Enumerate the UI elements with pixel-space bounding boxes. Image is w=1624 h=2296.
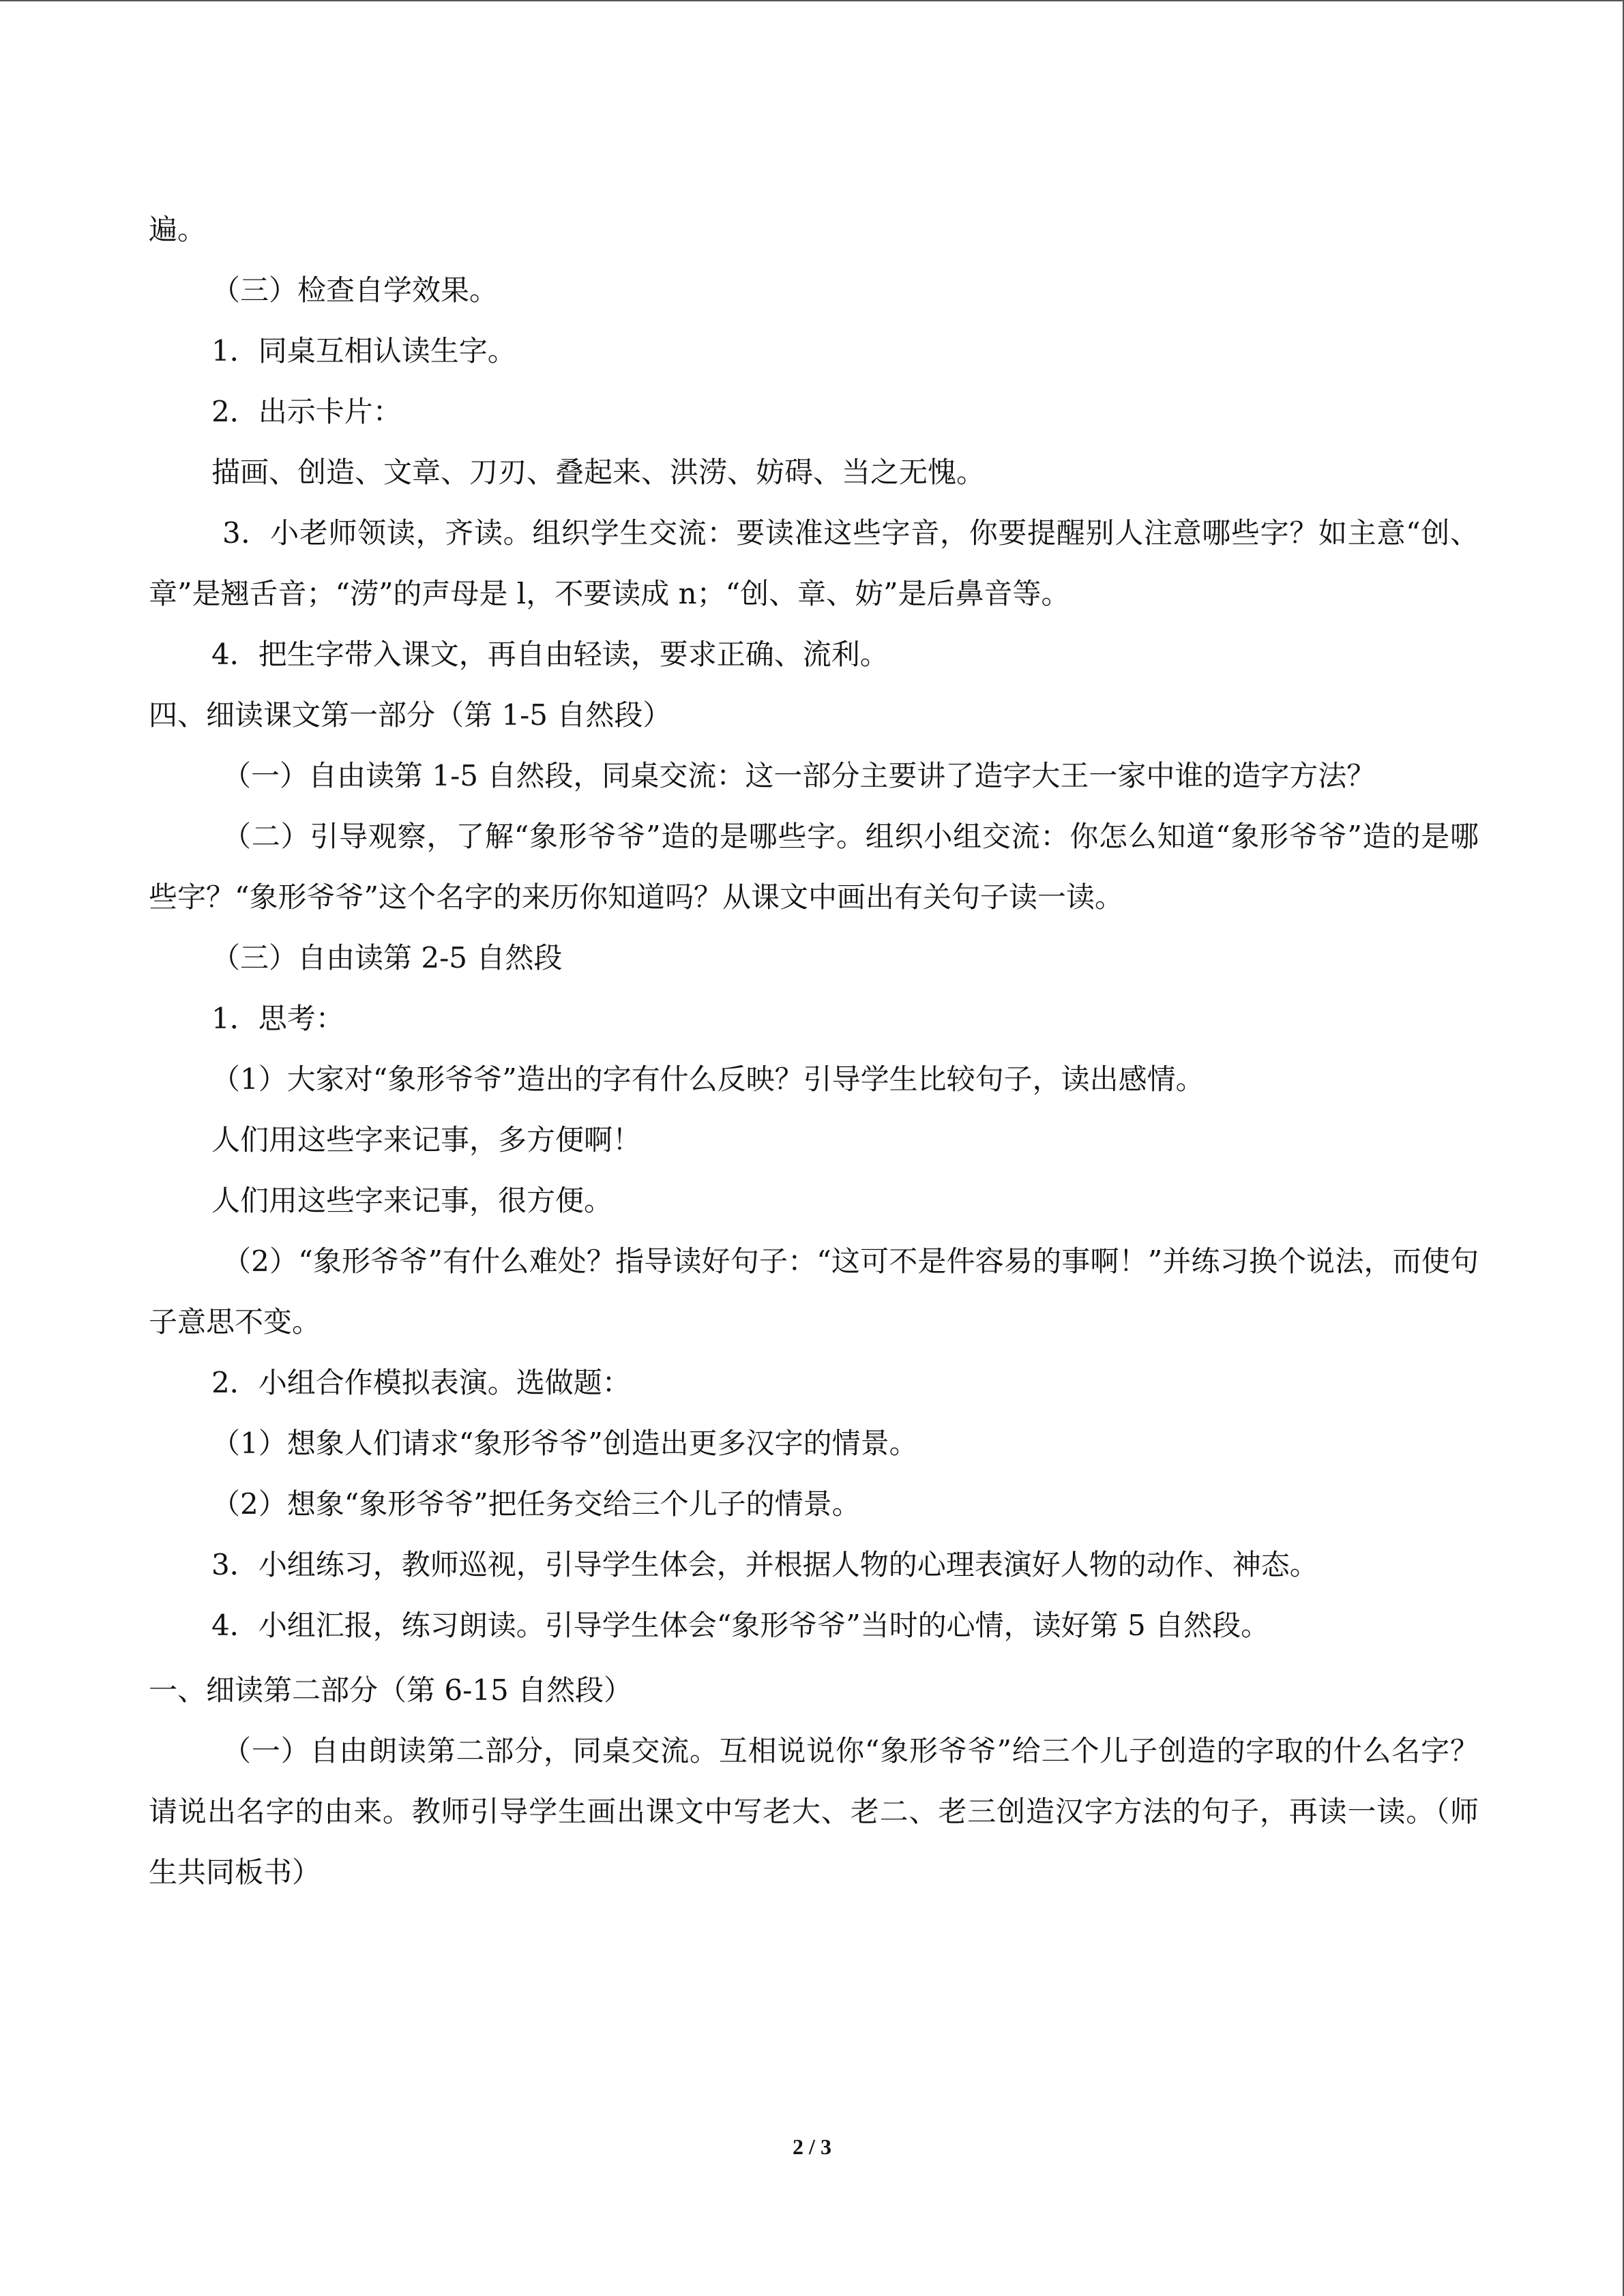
option-1-imagine: （1）想象人们请求“象形爷爷”创造出更多汉字的情景。	[211, 1427, 918, 1460]
subsection-1-free-read: （一）自由读第 1-5 自然段，同桌交流：这一部分主要讲了造字大王一家中谁的造字方法？	[222, 759, 1376, 792]
step-3-lead-reading: 3．小老师领读，齐读。组织学生交流：要读准这些字音，你要提醒别人注意哪些字？如主意“创、章”是翘舌音；“涝”的声母是 l，不要读成 n；“创、章、妨”是后鼻音等。	[149, 516, 1479, 610]
paragraph-continuation: 遍。	[149, 213, 207, 246]
option-2-imagine: （2）想象“象形爷爷”把任务交给三个儿子的情景。	[211, 1487, 861, 1521]
subsection-check-self-study: （三）检查自学效果。	[211, 273, 499, 307]
page-number: 2 / 3	[793, 2134, 831, 2159]
question-1-reaction: （1）大家对“象形爷爷”造出的字有什么反映？引导学生比较句子，读出感情。	[211, 1062, 1205, 1096]
question-2-difficulty: （2）“象形爷爷”有什么难处？指导读好句子：“这可不是件容易的事啊！”并练习换个说法，而使句子意思不变。	[149, 1244, 1479, 1339]
page-frame-top	[0, 0, 1624, 1]
subsection-1-free-read-aloud: （一）自由朗读第二部分，同桌交流。互相说说你“象形爷爷”给三个儿子创造的字取的什么名字？请说出名字的由来。教师引导学生画出课文中写老大、老二、老三创造汉字方法的句子，再读一读。（师生共同板书）	[149, 1734, 1479, 1889]
example-sentence-2: 人们用这些字来记事，很方便。	[211, 1184, 613, 1217]
example-sentence-1: 人们用这些字来记事，多方便啊！	[211, 1123, 642, 1157]
section-4-title: 四、细读课文第一部分（第 1-5 自然段）	[149, 698, 672, 732]
step-2-show-cards: 2．出示卡片：	[211, 395, 402, 428]
step-3-group-practice: 3．小组练习，教师巡视，引导学生体会，并根据人物的心理表演好人物的动作、神态。	[211, 1548, 1318, 1581]
subsection-2-guide-observe: （二）引导观察，了解“象形爷爷”造的是哪些字。组织小组交流：你怎么知道“象形爷爷”造的是哪些字？“象形爷爷”这个名字的来历你知道吗？从课文中画出有关句子读一读。	[149, 820, 1479, 914]
step-4-group-report: 4．小组汇报，练习朗读。引导学生体会“象形爷爷”当时的心情，读好第 5 自然段。	[211, 1609, 1270, 1642]
step-4-read-text: 4．把生字带入课文，再自由轻读，要求正确、流利。	[211, 638, 889, 671]
step-1-think: 1．思考：	[211, 1002, 344, 1035]
vocabulary-list: 描画、创造、文章、刀刃、叠起来、洪涝、妨碍、当之无愧。	[211, 456, 986, 489]
subsection-3-free-read: （三）自由读第 2-5 自然段	[211, 941, 563, 974]
section-1-title: 一、细读第二部分（第 6-15 自然段）	[149, 1673, 633, 1707]
step-1-read-characters: 1．同桌互相认读生字。	[211, 334, 516, 368]
document-body	[149, 199, 1479, 1903]
step-2-group-performance: 2．小组合作模拟表演。选做题：	[211, 1366, 631, 1399]
